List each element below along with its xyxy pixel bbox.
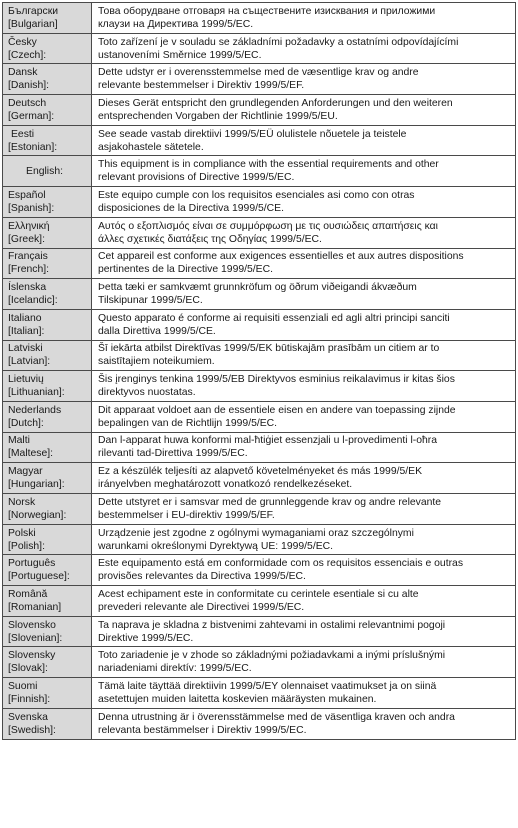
statement-line: Ta naprava je skladna z bistvenimi zahtevami in ostalimi relevantnimi pogoji — [98, 619, 446, 631]
statement-line: bepalingen van de Richtlijn 1999/5/EC. — [98, 417, 278, 429]
table-row — [3, 616, 516, 647]
table-row — [3, 678, 516, 709]
statement-line: Toto zařízení je v souladu se základními požadavky a ostatními odpovídajícími — [98, 36, 459, 48]
language-cell — [3, 187, 92, 218]
language-cell — [3, 616, 92, 647]
language-label: [Finnish]: — [8, 693, 51, 705]
language-label: [Czech]: — [8, 49, 47, 61]
language-label: [Swedish]: — [8, 724, 56, 736]
language-label: [Italian]: — [8, 325, 45, 337]
statement-line: Questo apparato é conforme ai requisiti essenziali ed agli altri principi sanciti — [98, 312, 450, 324]
language-name: Svenska — [8, 711, 48, 723]
language-label: [Slovak]: — [8, 663, 48, 675]
statement-line: Toto zariadenie je v zhode so základnými požiadavkami a inými príslušnými — [98, 650, 446, 662]
statement-line: Þetta tæki er samkvæmt grunnkröfum og öðrum viðeigandi ákvæðum — [98, 282, 417, 294]
language-name: Polski — [8, 527, 36, 539]
statement-cell — [92, 401, 516, 432]
language-label: [Bulgarian] — [8, 18, 58, 30]
statement-cell — [92, 248, 516, 279]
statement-line: direktyvos nuostatas. — [98, 387, 196, 399]
language-cell — [3, 678, 92, 709]
language-name: Latviski — [8, 343, 43, 355]
statement-cell — [92, 125, 516, 156]
table-row — [3, 64, 516, 95]
compliance-table — [2, 2, 516, 740]
language-cell — [3, 371, 92, 402]
statement-cell — [92, 340, 516, 371]
language-name: English: — [26, 165, 63, 177]
language-cell — [3, 401, 92, 432]
statement-line: Това оборудване отговаря на съществените изисквания и приложими — [98, 5, 436, 17]
compliance-table-body — [3, 3, 516, 740]
statement-cell — [92, 217, 516, 248]
statement-line: Šī iekārta atbilst Direktīvas 1999/5/EK būtiskajām prasībām un citiem ar to — [98, 343, 440, 355]
statement-line: relevant provisions of Directive 1999/5/EC. — [98, 172, 295, 184]
language-name: Íslenska — [8, 282, 47, 294]
language-name: Ελληνική — [8, 220, 50, 232]
language-cell — [3, 248, 92, 279]
statement-line: Este equipamento está em conformidade com os requisitos essenciais e outras — [98, 558, 464, 570]
language-label: [Icelandic]: — [8, 295, 58, 307]
statement-cell — [92, 279, 516, 310]
language-label: [Portuguese]: — [8, 571, 70, 583]
statement-line: Urządzenie jest zgodne z ogólnymi wymaganiami oraz szczególnymi — [98, 527, 414, 539]
language-label: [Greek]: — [8, 233, 45, 245]
language-name: Suomi — [8, 680, 38, 692]
statement-line: warunkami określonymi Dyrektywą UE: 1999/5/EC. — [98, 540, 334, 552]
language-cell — [3, 708, 92, 739]
statement-cell — [92, 156, 516, 187]
language-name: Nederlands — [8, 404, 62, 416]
statement-line: Tämä laite täyttää direktiivin 1999/5/EY olennaiset vaatimukset ja on siinä — [98, 680, 437, 692]
language-name: Italiano — [8, 312, 42, 324]
language-cell — [3, 279, 92, 310]
statement-line: See seade vastab direktiivi 1999/5/EÜ olulistele nõuetele ja teistele — [98, 128, 407, 140]
language-cell — [3, 217, 92, 248]
language-cell — [3, 340, 92, 371]
language-cell — [3, 586, 92, 617]
language-cell — [3, 64, 92, 95]
statement-line: Šis įrenginys tenkina 1999/5/EB Direktyvos esminius reikalavimus ir kitas šios — [98, 374, 455, 386]
statement-cell — [92, 616, 516, 647]
statement-line: Acest echipament este in conformitate cu cerintele esentiale si cu alte — [98, 588, 419, 600]
table-row — [3, 586, 516, 617]
language-name: Português — [8, 558, 56, 570]
statement-line: Αυτός ο εξοπλισμός είναι σε συμμόρφωση με τις ουσιώδεις απαιτήσεις και — [98, 220, 438, 232]
table-row — [3, 125, 516, 156]
language-cell — [3, 125, 92, 156]
table-row — [3, 463, 516, 494]
statement-line: provisões relevantes da Directiva 1999/5/EC. — [98, 571, 306, 583]
statement-line: prevederi relevante ale Directivei 1999/5/EC. — [98, 601, 305, 613]
statement-line: pertinentes de la Directive 1999/5/EC. — [98, 264, 274, 276]
statement-line: Direktive 1999/5/EC. — [98, 632, 194, 644]
statement-line: Dieses Gerät entspricht den grundlegenden Anforderungen und den weiteren — [98, 97, 453, 109]
statement-cell — [92, 3, 516, 34]
language-label: [German]: — [8, 110, 55, 122]
table-row — [3, 217, 516, 248]
table-row — [3, 708, 516, 739]
table-row — [3, 187, 516, 218]
language-cell — [3, 647, 92, 678]
statement-cell — [92, 647, 516, 678]
language-cell — [3, 95, 92, 126]
statement-line: relevante bestemmelser i Direktiv 1999/5/EF. — [98, 80, 305, 92]
language-name: Français — [8, 251, 48, 263]
table-row — [3, 156, 516, 187]
statement-line: Dit apparaat voldoet aan de essentiele eisen en andere van toepassing zijnde — [98, 404, 456, 416]
statement-line: Ez a készülék teljesíti az alapvető követelményeket és más 1999/5/EK — [98, 466, 423, 478]
language-name: Español — [8, 189, 46, 201]
statement-line: This equipment is in compliance with the essential requirements and other — [98, 159, 439, 171]
statement-line: Dette utstyret er i samsvar med de grunnleggende krav og andre relevante — [98, 496, 442, 508]
language-label: [Maltese]: — [8, 448, 54, 460]
language-name: Română — [8, 588, 48, 600]
language-label: [Danish]: — [8, 80, 50, 92]
table-row — [3, 248, 516, 279]
statement-line: Dette udstyr er i overensstemmelse med de væsentlige krav og andre — [98, 67, 419, 79]
language-label: [Dutch]: — [8, 417, 44, 429]
language-name: Česky — [8, 36, 37, 48]
statement-line: rilevanti tad-Direttiva 1999/5/EC. — [98, 448, 248, 460]
statement-cell — [92, 309, 516, 340]
language-name: Malti — [8, 435, 30, 447]
table-row — [3, 432, 516, 463]
language-name: Norsk — [8, 496, 36, 508]
table-row — [3, 340, 516, 371]
language-name: Magyar — [8, 466, 43, 478]
language-cell — [3, 309, 92, 340]
table-row — [3, 494, 516, 525]
statement-cell — [92, 64, 516, 95]
language-label: [Latvian]: — [8, 356, 51, 368]
language-cell — [3, 524, 92, 555]
language-label: [French]: — [8, 264, 49, 276]
statement-line: asjakohastele sätetele. — [98, 141, 204, 153]
statement-line: клаузи на Директива 1999/5/ЕС. — [98, 18, 254, 30]
language-name: Dansk — [8, 67, 38, 79]
language-cell — [3, 463, 92, 494]
statement-line: Denna utrustning är i överensstämmelse med de väsentliga kraven och andra — [98, 711, 455, 723]
table-row — [3, 371, 516, 402]
language-name: Български — [8, 5, 59, 17]
language-label: [Norwegian]: — [8, 509, 67, 521]
language-cell — [3, 432, 92, 463]
table-row — [3, 401, 516, 432]
statement-cell — [92, 187, 516, 218]
statement-line: Este equipo cumple con los requisitos esenciales asi como con otras — [98, 189, 415, 201]
table-row — [3, 524, 516, 555]
statement-line: saistītajiem noteikumiem. — [98, 356, 215, 368]
language-label: [Spanish]: — [8, 202, 55, 214]
statement-cell — [92, 586, 516, 617]
language-name: Lietuvių — [8, 374, 44, 386]
statement-line: entsprechenden Vorgaben der Richtlinie 1999/5/EU. — [98, 110, 338, 122]
statement-line: Dan l-apparat huwa konformi mal-ħtiġiet essenzjali u l-provedimenti l-oħra — [98, 435, 438, 447]
table-row — [3, 3, 516, 34]
statement-line: nariadeniami direktív: 1999/5/EC. — [98, 663, 252, 675]
language-name: Slovensky — [8, 650, 56, 662]
language-cell — [3, 555, 92, 586]
statement-line: disposiciones de la Directiva 1999/5/CE. — [98, 202, 284, 214]
language-name: Eesti — [11, 128, 35, 140]
statement-cell — [92, 33, 516, 64]
statement-line: relevanta bestämmelser i Direktiv 1999/5/EC. — [98, 724, 307, 736]
statement-line: ustanoveními Směrnice 1999/5/EC. — [98, 49, 262, 61]
language-label: [Lithuanian]: — [8, 387, 65, 399]
statement-line: irányelvben meghatározott vonatkozó rendelkezéseket. — [98, 479, 353, 491]
language-cell — [3, 494, 92, 525]
statement-cell — [92, 432, 516, 463]
language-label: [Polish]: — [8, 540, 45, 552]
table-row — [3, 279, 516, 310]
statement-cell — [92, 463, 516, 494]
table-row — [3, 647, 516, 678]
statement-cell — [92, 494, 516, 525]
language-name: Slovensko — [8, 619, 56, 631]
language-cell — [3, 33, 92, 64]
statement-cell — [92, 95, 516, 126]
language-label: [Slovenian]: — [8, 632, 63, 644]
statement-line: Tilskipunar 1999/5/EC. — [98, 295, 203, 307]
statement-line: Cet appareil est conforme aux exigences essentielles et aux autres dispositions — [98, 251, 464, 263]
language-cell — [3, 3, 92, 34]
language-label: [Hungarian]: — [8, 479, 65, 491]
table-row — [3, 95, 516, 126]
language-cell — [3, 156, 92, 187]
statement-cell — [92, 371, 516, 402]
statement-line: asetettujen muiden laitetta koskevien määräysten mukainen. — [98, 693, 377, 705]
statement-cell — [92, 524, 516, 555]
table-row — [3, 33, 516, 64]
language-label: [Estonian]: — [8, 141, 58, 153]
table-row — [3, 555, 516, 586]
language-label: [Romanian] — [8, 601, 62, 613]
table-row — [3, 309, 516, 340]
statement-line: άλλες σχετικές διατάξεις της Οδηγίας 1999/5/EC. — [98, 233, 322, 245]
statement-line: dalla Direttiva 1999/5/CE. — [98, 325, 216, 337]
statement-cell — [92, 708, 516, 739]
language-name: Deutsch — [8, 97, 47, 109]
statement-line: bestemmelser i EU-direktiv 1999/5/EF. — [98, 509, 275, 521]
statement-cell — [92, 555, 516, 586]
statement-cell — [92, 678, 516, 709]
